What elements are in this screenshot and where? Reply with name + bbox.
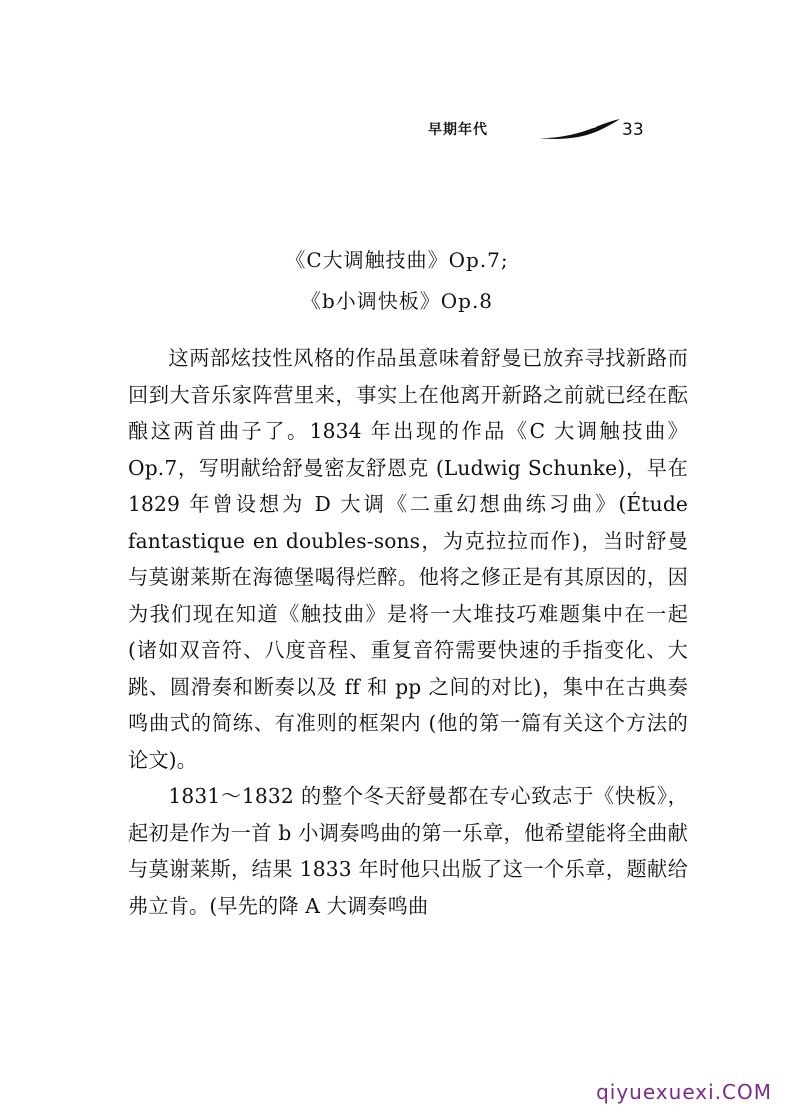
paragraph: 1831～1832 的整个冬天舒曼都在专心致志于《快板》，起初是作为一首 b 小调奏鸣曲的第一乐章，他希望能将全曲献与莫谢莱斯，结果 1833 年时他只出版了这一个乐章，题献给弗立肯。(早先的降 A 大调奏鸣曲	[128, 784, 688, 918]
watermark-tld: .COM	[714, 1080, 772, 1104]
paragraph: 这两部炫技性风格的作品虽意味着舒曼已放弃寻找新路而回到大音乐家阵营里来，事实上在他离开新路之前就已经在酝酿这两首曲子了。1834 年出现的作品《C 大调触技曲》Op.7，写明献给舒曼密友舒恩克 (Ludwig Schunke)，早在 1829 年曾设想为 D 大调《二重幻想曲练习曲》(Étude fantastique en doubles-sons，为克拉拉而作)，当时舒曼与莫谢莱斯在海德堡喝得烂醉。他将之修正是有其原因的，因为我们现在知道《触技曲》是将一大堆技巧难题集中在一起 (诸如双音符、八度音程、重复音符需要快速的手指变化、大跳、圆滑奏和断奏以及 ff 和 pp 之间的对比)，集中在古典奏鸣曲式的简练、有准则的框架内 (他的第一篇有关这个方法的论文)。	[128, 346, 688, 772]
quill-icon	[536, 118, 622, 142]
page-number: 33	[622, 120, 644, 140]
section-heading-line-1: 《C大调触技曲》Op.7;	[285, 248, 509, 272]
body-text	[128, 340, 688, 924]
section-heading-line-2: 《b小调快板》Op.8	[300, 289, 494, 313]
site-watermark	[596, 1080, 772, 1104]
watermark-site: qiyuexuexi	[596, 1080, 715, 1104]
chapter-title: 早期年代	[428, 122, 488, 138]
running-header	[428, 116, 668, 148]
